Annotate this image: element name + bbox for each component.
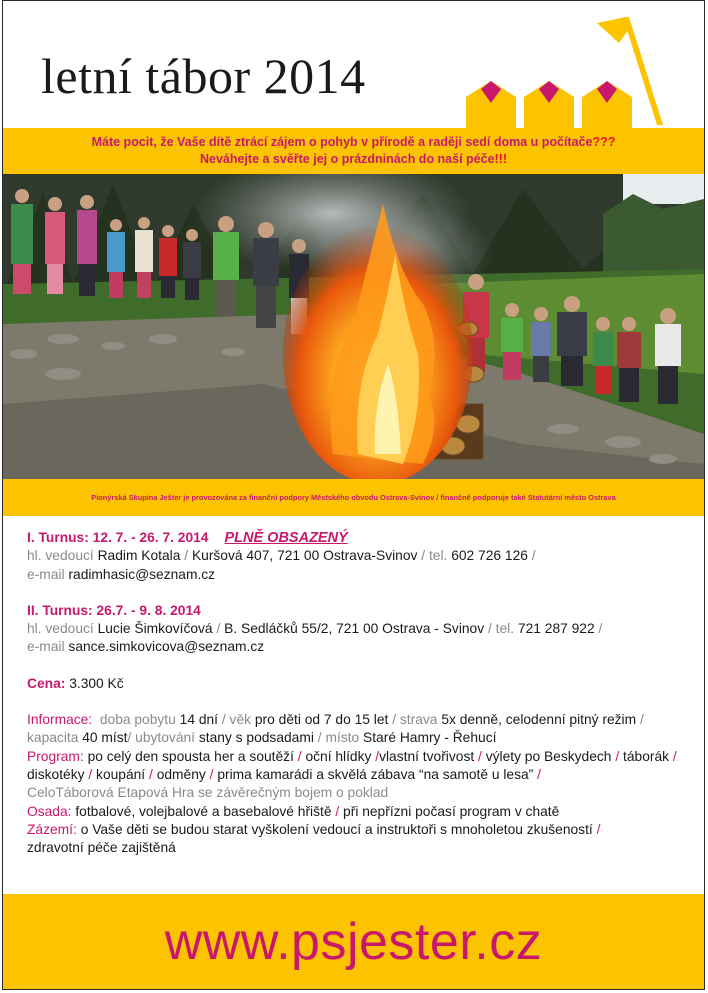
info-line: Informace: doba pobytu 14 dní / věk pro děti od 7 do 15 let / strava 5x denně, celodenní pitný režim / kapacita 40 míst/ ubytování stany s podsadami / místo Staré Hamry - Řehucí [27,712,644,746]
camp-info [27,529,697,857]
website-link[interactable]: www.psjester.cz [164,913,543,971]
turnus1-status: PLNĚ OBSAZENÝ [224,530,348,546]
poster-title: letní tábor 2014 [41,48,366,104]
turnus1-heading: I. Turnus: 12. 7. - 26. 7. 2014 PLNĚ OBSAZENÝ [27,530,348,546]
poster [2,0,705,990]
banner-line-1: Máte pocit, že Vaše dítě ztrácí zájem o pohyb v přírodě a raději sedí doma u počítače??? [91,135,616,149]
turnus1-email: e-mail radimhasic@seznam.cz [27,566,216,582]
turnus2-email: e-mail sance.simkovicova@seznam.cz [27,639,265,655]
campfire-photo [3,174,704,479]
tents-flag-logo-icon [461,13,671,131]
footer-banner [3,894,704,990]
turnus2-heading: II. Turnus: 26.7. - 9. 8. 2014 [27,602,201,618]
turnus2-leader: hl. vedoucí Lucie Šimkovíčová / B. Sedláčků 55/2, 721 00 Ostrava - Svinov / tel. 721 287 922 / [27,621,603,637]
health-line: zdravotní péče zajištěná [27,840,176,856]
turnus1-email-link[interactable]: radimhasic@seznam.cz [68,566,216,582]
intro-banner [3,128,704,174]
banner-line-2: Neváhejte a svěřte jej o prázdninách do naší péče!!! [199,152,508,166]
sponsor-credits: Pionýrská Skupina Ješter je provozována za finanční podpory Městského obvodu Ostrava-Svinov / finančně podporuje také Statutární město Ostrava [3,479,704,516]
turnus2-email-link[interactable]: sance.simkovicova@seznam.cz [68,639,265,655]
zazemi-line: Zázemí: o Vaše děti se budou starat vyškolení vedoucí a instruktoři s mnoholetou zkušeností / [27,821,601,837]
turnus1-leader: hl. vedoucí Radim Kotala / Kuršová 407, 721 00 Ostrava-Svinov / tel. 602 726 126 / [27,548,536,564]
etapova-line: CeloTáborová Etapová Hra se závěrečným bojem o poklad [27,785,389,801]
price-line: Cena: 3.300 Kč [27,675,124,691]
osada-line: Osada: fotbalové, volejbalové a basebalové hřiště / při nepřízni počasí program v chatě [27,803,560,819]
program-line: Program: po celý den spousta her a soutěží / oční hlídky /vlastní tvořivost / výlety po Beskydech / táborák / diskotéky / koupání / odměny / prima kamarádi a skvělá zábava “na samotě u lesa” / [27,748,677,782]
